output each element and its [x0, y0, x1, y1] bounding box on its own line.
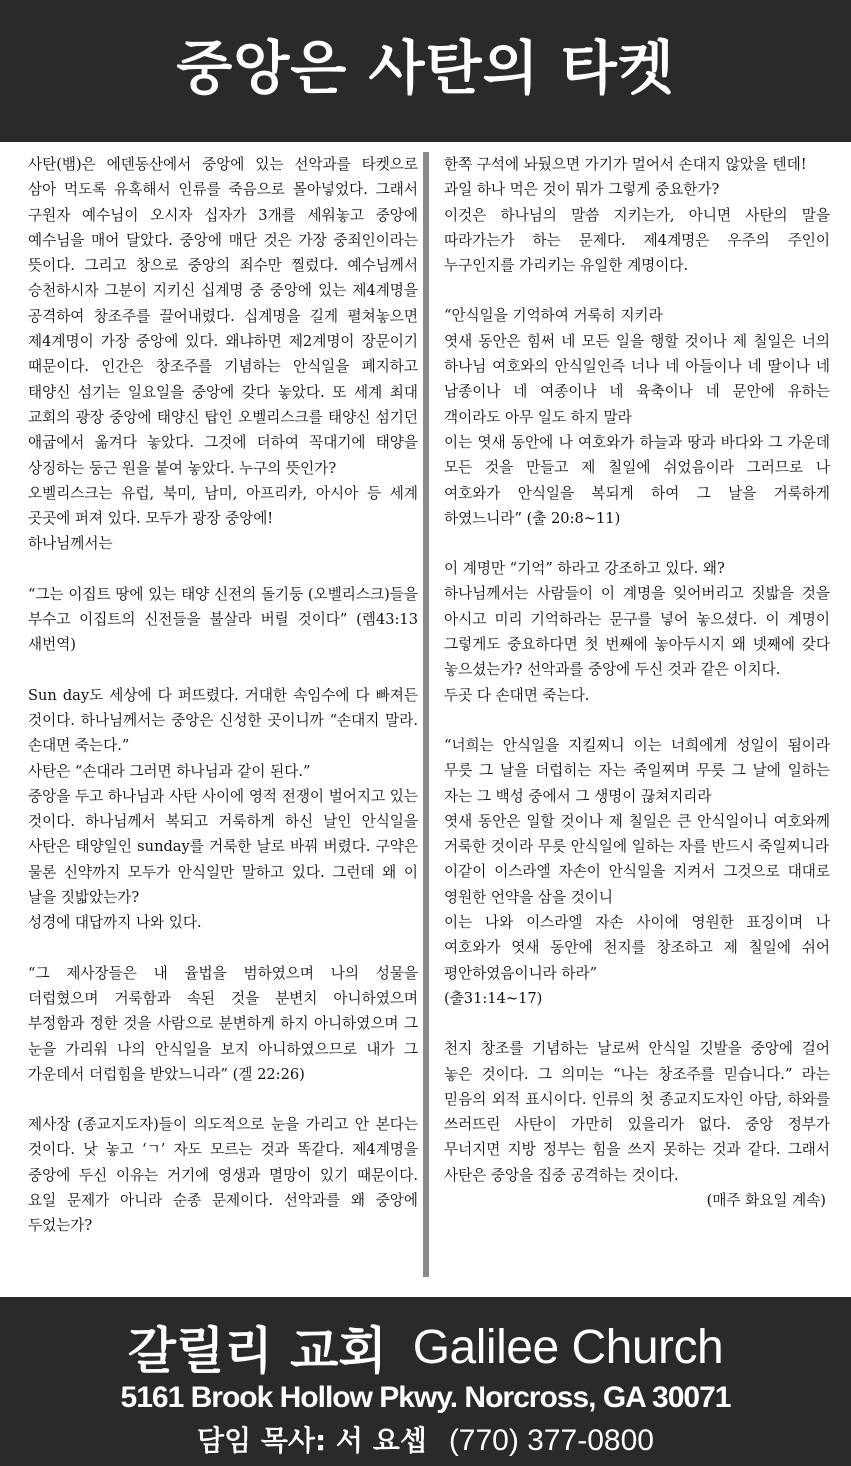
- pastor-name: 담임 목사: 서 요셉: [197, 1424, 427, 1457]
- paragraph: 사탄(뱀)은 에덴동산에서 중앙에 있는 선악과를 타켓으로 삼아 먹도록 유혹해서 인류를 죽음으로 몰아넣었다. 그래서 구원자 예수님이 오시자 십자가 3개를 세워놓고 중앙에 예수님을 매어 달았다. 중앙에 매단 것은 가장 중죄인이라는 뜻이다. 그리고 창으로 중앙의 죄수만 찔렀다. 예수님께서 승천하시자 그분이 지키신 십계명 중 중앙에 있는 제4계명을 공격하여 창조주를 끌어내렸다. 십계명을 길게 펼쳐놓으면 제4계명이 가장 중앙에 있다. 왜냐하면 제2계명이 장문이기 때문이다. 인간은 창조주를 기념하는 안식일을 폐지하고 태양신 섬기는 일요일을 중앙에 갖다 놓았다. 또 세계 최대 교회의 광장 중앙에 태양신 탑인 오벨리스크를 태양신 섬기던 애굽에서 옮겨다 놓았다. 그것에 더하여 꼭대기에 태양을 상징하는 둥근 원을 붙여 놓았다. 누구의 뜻인가?: [28, 156, 418, 477]
- paragraph: 하나님께서는 사람들이 이 계명을 잊어버리고 짓밟을 것을 아시고 미리 기억하라는 문구를 넣어 놓으셨다. 이 계명이 그렇게도 중요하다면 첫 번째에 놓아두시지 왜 넷째에 갖다 놓으셨는가? 선악과를 중앙에 두신 것과 같은 이치다.: [444, 585, 830, 679]
- paragraph: 과일 하나 먹은 것이 뭐가 그렇게 중요한가?: [444, 181, 720, 199]
- church-name-english: Galilee Church: [412, 1320, 724, 1374]
- scripture-quote: “너희는 안식일을 지킬찌니 이는 너희에게 성일이 됨이라 무릇 그 날을 더럽히는 자는 죽일찌며 무릇 그 날에 일하는 자는 그 백성 중에서 그 생명이 끊쳐지리라: [444, 736, 830, 805]
- scripture-quote: 이는 나와 이스라엘 자손 사이에 영원한 표징이며 나 여호와가 엿새 동안에 천지를 창조하고 제 칠일에 쉬어 평안하였음이니라 하라”: [444, 914, 830, 982]
- scripture-quote: 엿새 동안은 일할 것이나 제 칠일은 큰 안식일이니 여호와께 거룩한 것이라 무릇 안식일에 일하는 자를 반드시 죽일찌니라: [444, 812, 830, 856]
- church-name: [0, 1311, 851, 1383]
- church-address: 5161 Brook Hollow Pkwy. Norcross, GA 30071: [120, 1381, 731, 1414]
- scripture-quote: “그는 이집트 땅에 있는 태양 신전의 돌기둥 (오벨리스크)들을 부수고 이집트의 신전들을 불살라 버릴 것이다” (렘43:13 새번역): [28, 585, 418, 654]
- column-divider: [423, 152, 429, 1277]
- church-name-korean: 갈릴리 교회: [127, 1322, 387, 1380]
- paragraph: Sun day도 세상에 다 퍼뜨렸다. 거대한 속임수에 다 빠져든 것이다. 하나님께서는 중앙은 신성한 곳이니까 “손대지 말라. 손대면 죽는다.”: [28, 686, 418, 755]
- scripture-quote: 엿새 동안은 힘써 네 모든 일을 행할 것이나 제 칠일은 너의 하나님 여호와의 안식일인즉 너나 네 아들이나 네 딸이나 네 남종이나 네 여종이나 네 육축이나 네 문안에 유하는 객이라도 아무 일도 하지 말라: [444, 332, 830, 426]
- paragraph: 두곳 다 손대면 죽는다.: [444, 686, 590, 704]
- footer-banner: [0, 1297, 851, 1466]
- paragraph: 사탄은 “손대라 그러면 하나님과 같이 된다.”: [28, 762, 311, 780]
- paragraph: 성경에 대답까지 나와 있다.: [28, 914, 202, 932]
- paragraph: 중앙을 두고 하나님과 사탄 사이에 영적 전쟁이 벌어지고 있는 것이다. 하나님께서 복되고 거룩하게 하신 날인 안식일을 사탄은 태양일인 sunday를 거룩한 날로 바꿔 버렸다. 구약은 물론 신약까지 모두가 안식일만 말하고 있다. 그런데 왜 이 날을 짓밟았는가?: [28, 787, 418, 907]
- scripture-quote: 이같이 이스라엘 자손이 안식일을 지켜서 그것으로 대대로 영원한 언약을 삼을 것이니: [444, 863, 830, 906]
- left-column: [28, 152, 418, 1239]
- phone-number: (770) 377-0800: [448, 1424, 654, 1457]
- page-title: 중앙은 사탄의 타켓: [176, 34, 675, 102]
- paragraph: 이것은 하나님의 말씀 지키는가, 아니면 사탄의 말을 따라가는가 하는 문제다. 제4계명은 우주의 주인이 누구인지를 가리키는 유일한 계명이다.: [444, 206, 830, 275]
- paragraph: 천지 창조를 기념하는 날로써 안식일 깃발을 중앙에 걸어 놓은 것이다. 그 의미는 “나는 창조주를 믿습니다.” 라는 믿음의 외적 표시이다. 인류의 첫 종교지도자인 아담, 하와를 쓰러뜨린 사탄이 가만히 있을리가 없다. 중앙 정부가 무너지면 지방 정부는 힘을 쓰지 못하는 것과 같다. 그래서 사탄은 중앙을 집중 공격하는 것이다.: [444, 1040, 830, 1184]
- pastor-contact: [0, 1419, 851, 1459]
- paragraph: 오벨리스크는 유럽, 북미, 남미, 아프리카, 아시아 등 세계 곳곳에 퍼져 있다. 모두가 광장 중앙에!: [28, 484, 418, 528]
- continued-note: (매주 화요일 계속): [706, 1191, 826, 1209]
- scripture-quote: “안식일을 기억하여 거룩히 지키라: [444, 307, 663, 325]
- scripture-quote: 이는 엿새 동안에 나 여호와가 하늘과 땅과 바다와 그 가운데 모든 것을 만들고 제 칠일에 쉬었음이라 그러므로 나 여호와가 안식일을 복되게 하여 그 날을 거룩하게 하였느니라” (출 20:8~11): [444, 433, 830, 527]
- paragraph: 하나님께서는: [28, 535, 113, 553]
- paragraph: 한쪽 구석에 놔뒀으면 가기가 멀어서 손대지 않았을 텐데!: [444, 156, 807, 173]
- scripture-reference: (출31:14~17): [444, 989, 543, 1007]
- scripture-quote: “그 제사장들은 내 율법을 범하였으며 나의 성물을 더럽혔으며 거룩함과 속된 것을 분변치 아니하였으며 부정함과 정한 것을 사람으로 분변하게 하지 아니하였으며 그 눈을 가리워 나의 안식일을 보지 아니하였으므로 내가 그 가운데서 더럽힘을 받았느니라” (겔 22:26): [28, 964, 418, 1083]
- paragraph: 이 계명만 “기억” 하라고 강조하고 있다. 왜?: [444, 560, 725, 578]
- header-banner: [0, 0, 851, 142]
- right-column: [444, 152, 830, 1213]
- paragraph: 제사장 (종교지도자)들이 의도적으로 눈을 가리고 안 본다는 것이다. 낫 놓고 ‘ㄱ’ 자도 모르는 것과 똑같다. 제4계명을 중앙에 두신 이유는 거기에 영생과 멸망이 있기 때문이다. 요일 문제가 아니라 순종 문제이다. 선악과를 왜 중앙에 두었는가?: [28, 1116, 418, 1235]
